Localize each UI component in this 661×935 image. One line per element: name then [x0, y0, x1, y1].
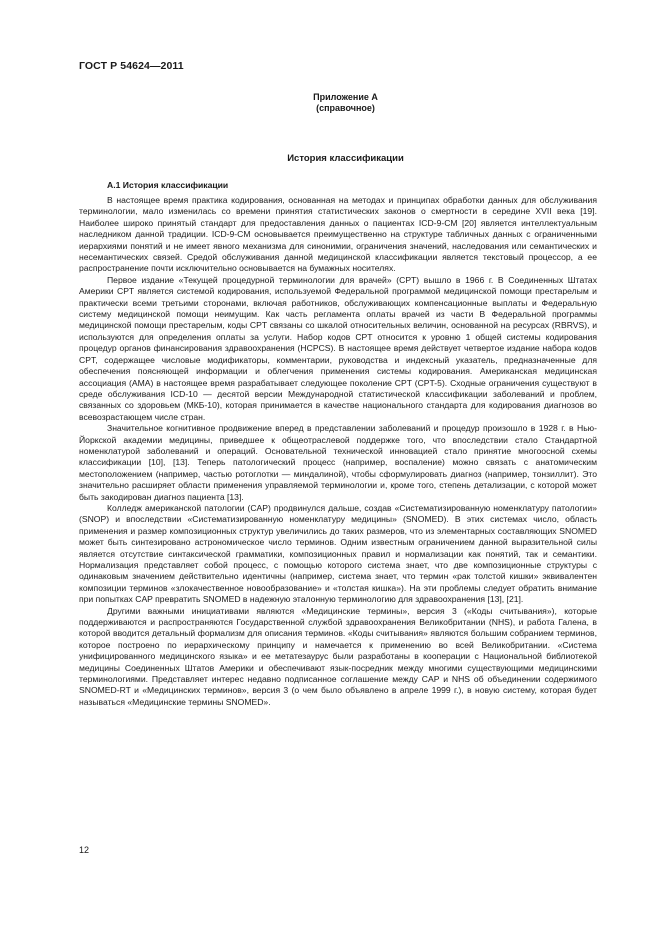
body-text: [79, 195, 597, 708]
paragraph: Колледж американской патологии (CAP) продвинулся дальше, создав «Систематизированную номенклатуру патологии» (SNOP) и впоследствии «Систематизированную номенклатуру медицины» (SNOMED). В этих системах число, область применения и размер композиционных структур увеличились до таких размеров, что из элементарных составляющих SNOMED может быть синтезировано астрономическое число терминов. Одним известным ограничением данной выразительной силы является отсутствие синтаксической грамматики, композиционных правил и нормализации как понятий, так и семантики. Нормализация представляет собой процесс, с помощью которого система знает, что две композиционные структуры с одинаковым значением действительно идентичны (например, система знает, что термин «рак толстой кишки» эквивалентен композиции терминов «злокачественное новообразование» и «толстая кишка»). На эти проблемы следует обратить внимание при попытках CAP превратить SNOMED в надежную эталонную терминологию для здравоохранения [13], [21].: [79, 502, 597, 605]
appendix-note: (справочное): [316, 103, 375, 113]
paragraph: В настоящее время практика кодирования, основанная на методах и принципах обработки данных для обслуживания терминологии, мало изменилась со времени принятия статистических законов о смертности в середине XVII века [19]. Наиболее широко принятый стандарт для предоставления данных о пациентах ICD-9-CM [20] является интеллектуальным наследником данной традиции. ICD-9-CM основывается преимущественно на структуре табличных данных с ограниченными иерархиями понятий и не имеет явного механизма для синонимии, ограничения значений, наследования или семантических и несемантических связей. Средой обслуживания данной медицинской классификации является текстовый процессор, а ее распространение почти исключительно основывается на бумажных носителях.: [79, 195, 597, 274]
document-code: ГОСТ Р 54624—2011: [79, 60, 184, 72]
subsection-title: А.1 История классификации: [107, 180, 229, 190]
appendix-title: Приложение А: [313, 92, 378, 102]
paragraph: Первое издание «Текущей процедурной терминологии для врачей» (CPT) вышло в 1966 г. В Соединенных Штатах Америки CPT является системой кодирования, используемой Федеральной программой медицинской помощи престарелым и практически всеми третьими сторонами, включая работников, обслуживающих компенсационные выплаты и Федеральную систему медицинской помощи неимущим. Как часть регламента оплаты врачей из части B Федеральной программы медицинской помощи престарелым, коды CPT связаны со шкалой относительных величин, основанной на ресурсах (RBRVS), и используются для определения оплаты за услуги. Набор кодов CPT относится к уровню 1 общей системы кодирования процедур органов финансирования здравоохранения (HCPCS). В настоящее время действует четвертое издание набора кодов CPT, содержащее числовые модификаторы, комментарии, руководства и индексный указатель, предназначенные для обеспечения поясняющей информации и облегчения применения системы кодирования. Американская медицинская ассоциация (AMA) в настоящее время разрабатывает следующее поколение CPT (CPT-5). Сходные ограничения существуют в среде обслуживания ICD-10 — десятой версии Международной статистической классификации заболеваний и проблем, связанных со здоровьем (МКБ-10), которая принимается в качестве национального стандарта для кодирования диагнозов во всевозрастающем числе стран.: [79, 274, 597, 422]
paragraph: Значительное когнитивное продвижение вперед в представлении заболеваний и процедур произошло в 1928 г. в Нью-Йоркской академии медицины, приведшее к общеотраслевой поддержке того, что впоследствии стало Стандартной номенклатурой заболеваний и операций. Основательной технической инновацией стало принятие многоосной схемы классификации [10], [13]. Теперь патологический процесс (например, воспаление) можно связать с анатомическим местоположением (например, частью ротоглотки — миндалиной), чтобы сформулировать диагноз (например, тонзиллит). Это значительно расширяет области применения управляемой терминологии и, кроме того, степень детализации, с которой может быть закодирован диагноз пациента [13].: [79, 423, 597, 502]
paragraph: Другими важными инициативами являются «Медицинские термины», версия 3 («Коды считывания»), которые поддерживаются и распространяются Государственной службой здравоохранения Великобритании (NHS), и работа Галена, в которой вводится детальный формализм для описания терминов. «Коды считывания» являются большим собранием терминов, которое построено по иерархическому принципу и намечается к применению во всей Великобритании. «Система унифицированного медицинского языка» и ее метатезаурус были разработаны в кооперации с Национальной библиотекой медицины Соединенных Штатов Америки и обеспечивают язык-посредник между многими существующими медицинскими терминологиями. Представляет интерес недавно подписанное соглашение между CAP и NHS об объединении содержимого SNOMED-RT и «Медицинских терминов», версия 3 (о чем было объявлено в апреле 1999 г.), в новую систему, которая будет называться «Медицинские термины SNOMED».: [79, 605, 597, 707]
appendix-heading: [0, 92, 661, 114]
section-title: История классификации: [287, 153, 404, 164]
page-number: 12: [79, 845, 90, 855]
